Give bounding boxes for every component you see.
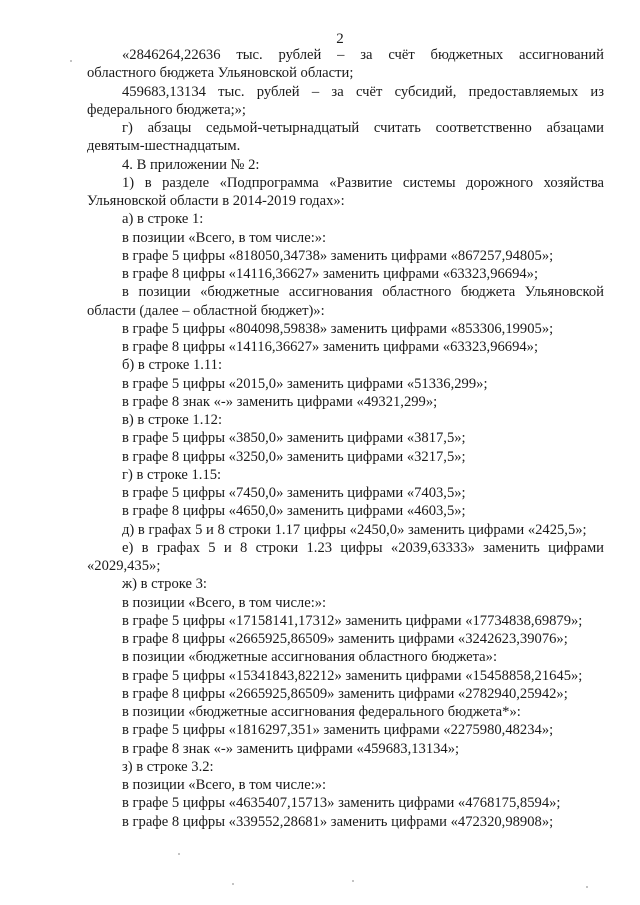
text-line: в графе 8 знак «-» заменить цифрами «49321,299»;	[122, 393, 438, 410]
text-line: в графе 5 цифры «17158141,17312» заменить цифрами «17734838,69879»;	[122, 612, 583, 629]
text-line: в позиции «Всего, в том числе:»:	[122, 229, 327, 246]
text-line: в графе 8 цифры «2665925,86509» заменить цифрами «2782940,25942»;	[122, 685, 568, 702]
text-line: в графе 5 цифры «804098,59838» заменить цифрами «853306,19905»;	[122, 320, 554, 337]
text-line: в позиции «бюджетные ассигнования федерального бюджета*»:	[122, 704, 521, 720]
text-line: в графе 8 цифры «339552,28681» заменить цифрами «472320,98908»;	[122, 813, 554, 830]
text-line: в графе 5 цифры «7450,0» заменить цифрами «7403,5»;	[122, 485, 466, 501]
scan-speck	[70, 60, 72, 62]
text-line: в) в строке 1.12:	[122, 412, 223, 428]
scan-speck	[586, 886, 588, 888]
text-line: в позиции «бюджетные ассигнования областного бюджета Ульяновской	[122, 284, 604, 301]
text-line: в позиции «Всего, в том числе:»:	[122, 594, 327, 611]
text-line: «2029,435»;	[87, 558, 161, 574]
text-line: е) в графах 5 и 8 строки 1.23 цифры «2039,63333» заменить цифрами	[122, 539, 604, 556]
text-line: в позиции «Всего, в том числе:»:	[122, 777, 327, 793]
text-line: в графе 5 цифры «818050,34738» заменить цифрами «867257,94805»;	[122, 247, 554, 264]
text-line: федерального бюджета;»;	[87, 101, 246, 118]
text-line: б) в строке 1.11:	[122, 357, 223, 374]
text-line: 1) в разделе «Подпрограмма «Развитие системы дорожного хозяйства	[122, 174, 604, 191]
page-number: 2	[336, 31, 344, 47]
text-line: з) в строке 3.2:	[122, 758, 214, 775]
scan-speck	[352, 880, 354, 882]
text-line: области (далее – областной бюджет)»:	[87, 302, 325, 319]
text-line: Ульяновской области в 2014-2019 годах»:	[87, 193, 345, 209]
text-line: в позиции «бюджетные ассигнования областного бюджета»:	[122, 649, 497, 666]
text-line: 4. В приложении № 2:	[122, 156, 260, 173]
text-line: в графе 5 цифры «3850,0» заменить цифрами «3817,5»;	[122, 430, 466, 447]
text-line: в графе 8 цифры «3250,0» заменить цифрами «3217,5»;	[122, 448, 466, 465]
text-line: в графе 5 цифры «15341843,82212» заменить цифрами «15458858,21645»;	[122, 667, 583, 684]
scan-speck	[232, 883, 234, 885]
text-line: г) в строке 1.15:	[122, 466, 222, 483]
text-line: а) в строке 1:	[122, 211, 204, 228]
text-line: в графе 5 цифры «2015,0» заменить цифрами «51336,299»;	[122, 375, 488, 392]
text-line: в графе 8 цифры «2665925,86509» заменить цифрами «3242623,39076»;	[122, 631, 568, 647]
text-line: ж) в строке 3:	[122, 576, 207, 593]
text-line: «2846264,22636 тыс. рублей – за счёт бюджетных ассигнований	[122, 47, 604, 63]
text-line: в графе 8 знак «-» заменить цифрами «459683,13134»;	[122, 740, 460, 757]
text-line: в графе 8 цифры «14116,36627» заменить цифрами «63323,96694»;	[122, 339, 539, 355]
text-line: д) в графах 5 и 8 строки 1.17 цифры «2450,0» заменить цифрами «2425,5»;	[122, 521, 587, 538]
text-line: в графе 8 цифры «4650,0» заменить цифрами «4603,5»;	[122, 503, 466, 520]
text-line: г) абзацы седьмой-четырнадцатый считать соответственно абзацами	[122, 120, 604, 136]
text-line: 459683,13134 тыс. рублей – за счёт субсидий, предоставляемых из	[122, 83, 604, 100]
text-line: девятым-шестнадцатым.	[87, 138, 241, 155]
scan-speck	[178, 853, 180, 855]
text-line: в графе 8 цифры «14116,36627» заменить цифрами «63323,96694»;	[122, 266, 539, 282]
text-line: в графе 5 цифры «4635407,15713» заменить цифрами «4768175,8594»;	[122, 795, 561, 812]
text-line: областного бюджета Ульяновской области;	[87, 65, 354, 82]
text-line: в графе 5 цифры «1816297,351» заменить цифрами «2275980,48234»;	[122, 722, 554, 739]
